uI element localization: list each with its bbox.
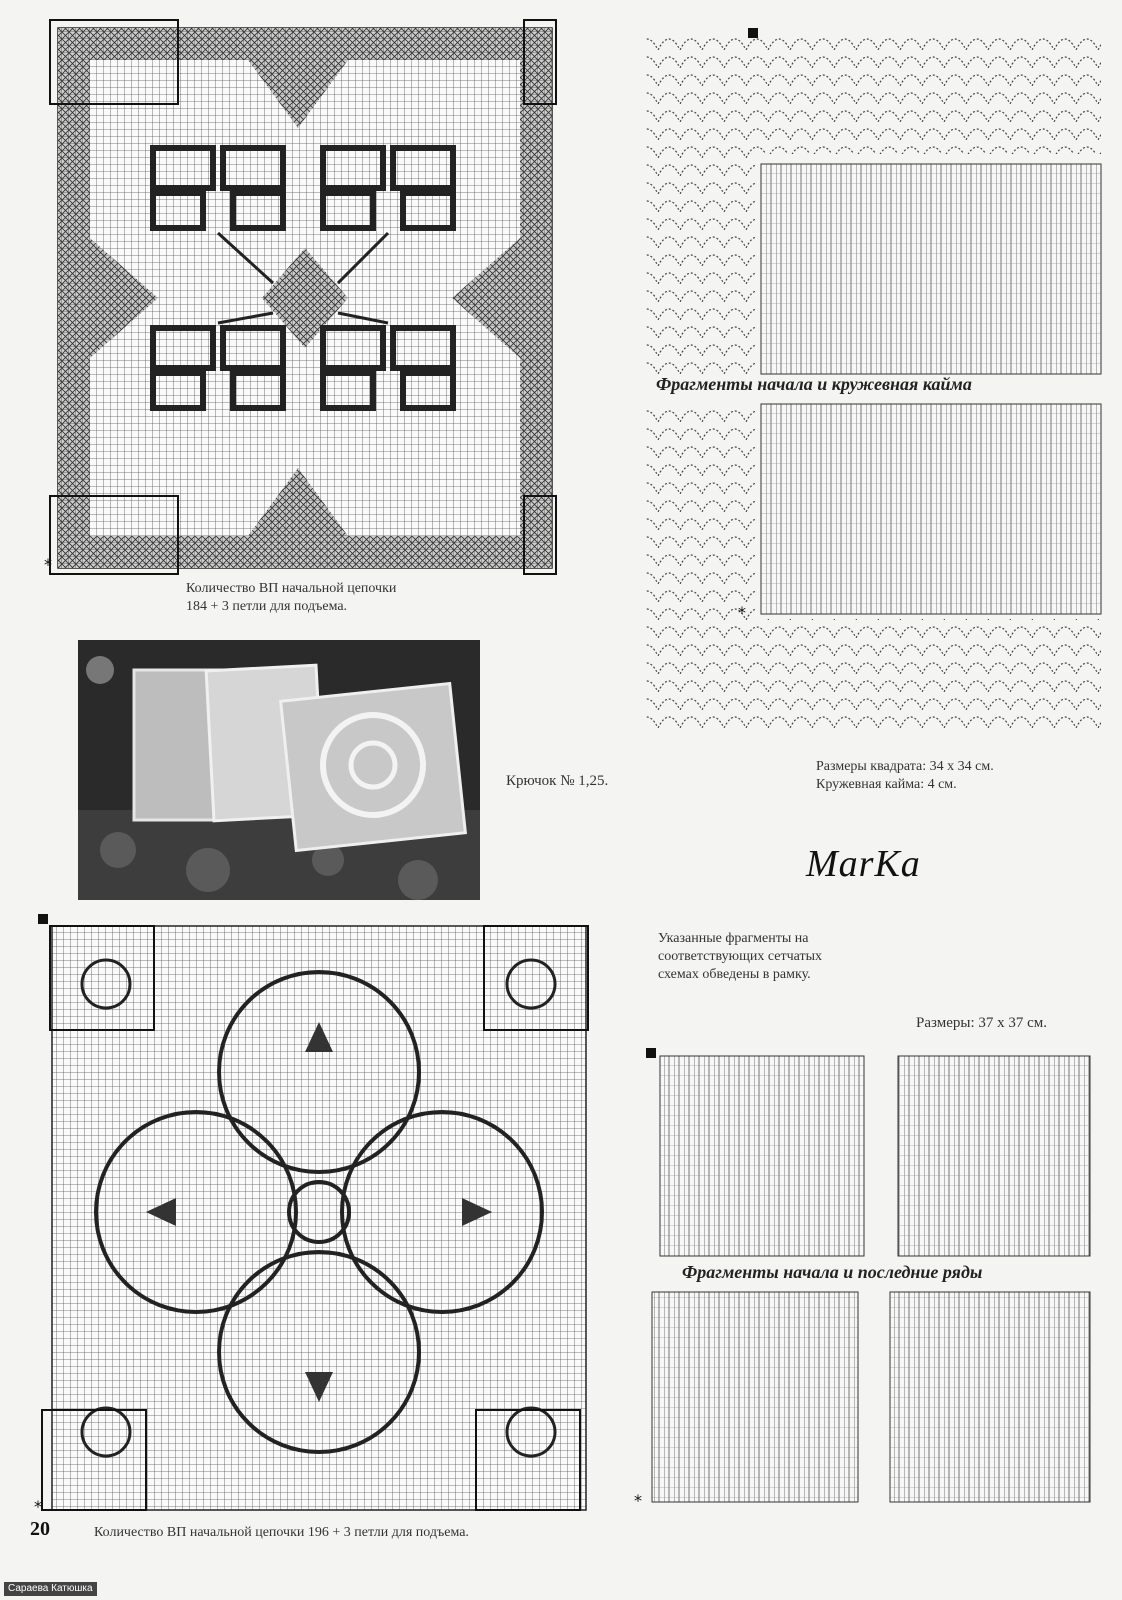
svg-text:*: * bbox=[34, 1497, 42, 1516]
pillows-photo bbox=[78, 640, 480, 900]
note-line-3: схемах обведены в рамку. bbox=[658, 967, 811, 982]
border-schema-top bbox=[636, 14, 1102, 374]
svg-text:*: * bbox=[738, 603, 746, 622]
border-schema-bottom-svg bbox=[636, 404, 1102, 740]
fragment-grid-top bbox=[644, 1046, 1094, 1260]
note-line-1: Указанные фрагменты на bbox=[658, 931, 809, 946]
footer-tag: Сараева Катюшка bbox=[4, 1582, 97, 1596]
border-section-heading: Фрагменты начала и кружевная кайма bbox=[656, 374, 972, 394]
marka-watermark: MarKa bbox=[806, 843, 921, 885]
top-chart-caption-2: 184 + 3 петли для подъема. bbox=[186, 599, 348, 614]
bottom-chart-svg bbox=[36, 912, 596, 1518]
pillows-photo-svg bbox=[78, 640, 480, 900]
bottom-chart-caption: Количество ВП начальной цепочки 196 + 3 петли для подъема. bbox=[94, 1525, 469, 1540]
second-size-text: Размеры: 37 х 37 см. bbox=[916, 1015, 1048, 1031]
square-size-text: Размеры квадрата: 34 х 34 см. bbox=[816, 759, 994, 774]
fragments-heading: Фрагменты начала и последние ряды bbox=[682, 1262, 983, 1282]
svg-text:*: * bbox=[634, 1491, 642, 1510]
top-chart-caption-1: Количество ВП начальной цепочки bbox=[186, 581, 397, 596]
page-number: 20 bbox=[30, 1518, 50, 1540]
note-line-2: соответствующих сетчатых bbox=[658, 949, 823, 964]
top-chart-svg bbox=[44, 18, 560, 578]
bottom-filet-chart bbox=[36, 912, 596, 1518]
fragment-grid-bottom-svg bbox=[634, 1288, 1094, 1514]
fragment-grid-top-svg bbox=[644, 1046, 1094, 1260]
border-schema-bottom bbox=[636, 404, 1102, 740]
hook-label: Крючок № 1,25. bbox=[506, 773, 609, 789]
fragment-grid-bottom bbox=[634, 1288, 1094, 1514]
lace-border-size-text: Кружевная кайма: 4 см. bbox=[816, 777, 957, 792]
svg-text:*: * bbox=[44, 555, 52, 574]
top-filet-chart bbox=[44, 18, 560, 578]
border-schema-top-svg bbox=[636, 14, 1102, 374]
